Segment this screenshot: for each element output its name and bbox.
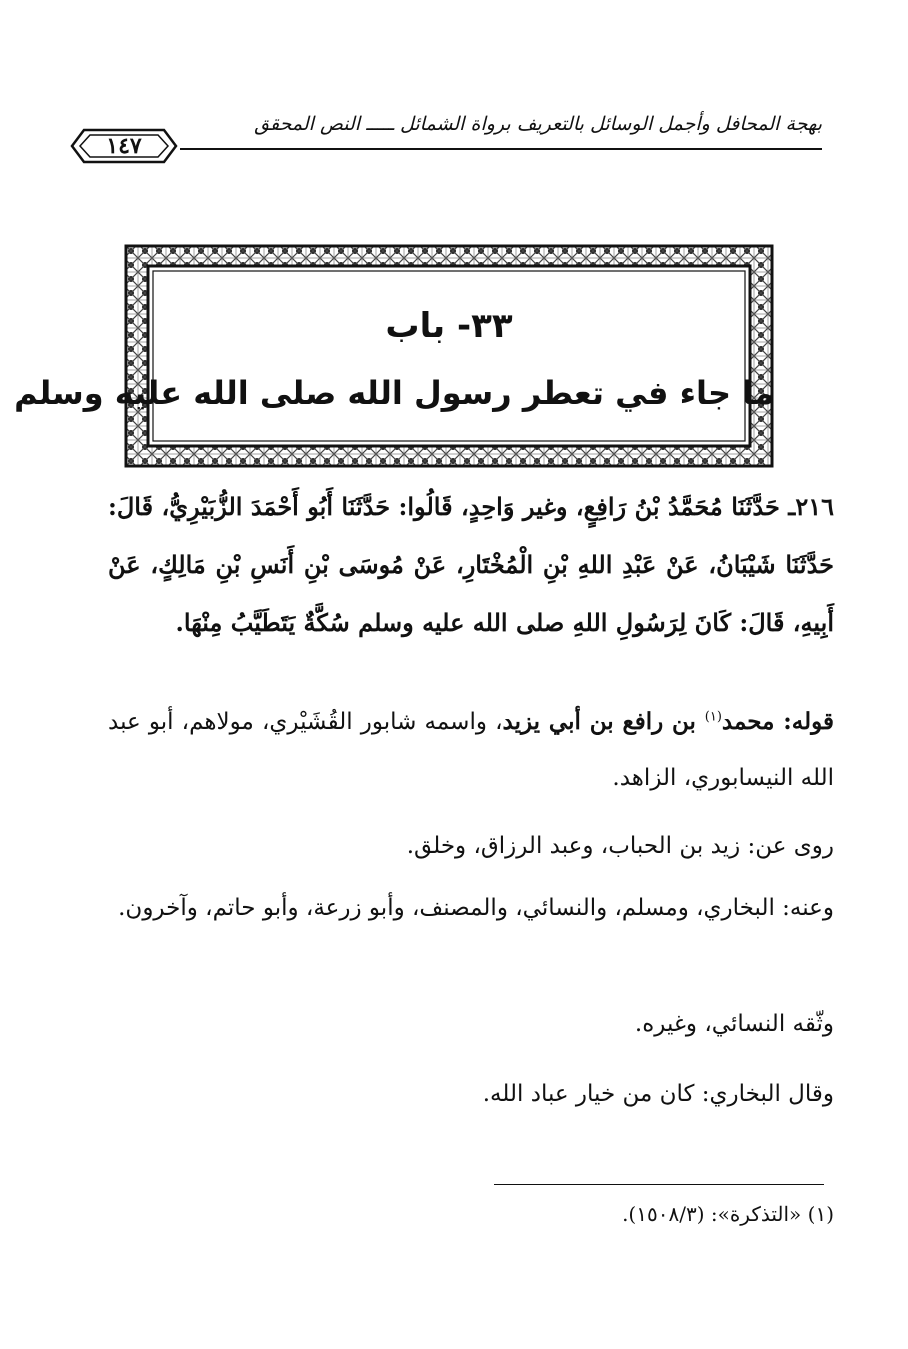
bukhari-said-paragraph: وقال البخاري: كان من خيار عباد الله. (482, 1081, 834, 1107)
chapter-number: ٣٣- باب (385, 306, 513, 346)
commentary-lead-in: قوله: محمد (721, 708, 834, 735)
footnote-separator (494, 1184, 824, 1185)
page-number-badge (70, 126, 178, 166)
commentary-bold-continuation: بن رافع بن أبي يزيد (502, 708, 705, 735)
ornamental-border-icon (14, 244, 774, 468)
footnote-reference: (١) (704, 709, 722, 725)
header-rule (180, 148, 822, 150)
header-title: بهجة المحافل وأجمل الوسائل بالتعريف برواة الشمائل ـــــ النص المحقق (254, 113, 822, 135)
chapter-heading-frame (14, 244, 774, 468)
chapter-title: ما جاء في تعطر رسول الله صلى الله عليه وسلم (14, 374, 774, 412)
footnote: (١) «التذكرة»: (١٥٠٨/٣). (622, 1202, 834, 1226)
commentary-paragraph (108, 694, 834, 806)
trustworthy-paragraph: وثّقه النسائي، وغيره. (634, 1011, 834, 1037)
commentary-rest: ، واسمه شابور القُشَيْري، مولاهم، أبو عبد الله النيسابوري، الزاهد. (108, 709, 834, 791)
running-header (70, 112, 822, 160)
narrated-from-paragraph: روى عن: زيد بن الحباب، وعبد الرزاق، وخلق. (406, 833, 834, 859)
page-number: ١٤٧ (106, 133, 142, 159)
students-paragraph: وعنه: البخاري، ومسلم، والنسائي، والمصنف، وأبو زرعة، وأبو حاتم، وآخرون. (118, 895, 834, 921)
hadith-text: ٢١٦ـ حَدَّثَنَا مُحَمَّدُ بْنُ رَافِعٍ، وغير وَاحِدٍ، قَالُوا: حَدَّثَنَا أَبُو أَحْمَدَ الزُّبَيْرِيُّ، قَالَ: حَدَّثَنَا شَيْبَانُ، عَنْ عَبْدِ اللهِ بْنِ الْمُخْتَارِ، عَنْ مُوسَى بْنِ أَنَسِ بْنِ مَالِكٍ، عَنْ أَبِيهِ، قَالَ: كَانَ لِرَسُولِ اللهِ صلى الله عليه وسلم سُكَّةٌ يَتَطَيَّبُ مِنْهَا. (108, 492, 834, 637)
